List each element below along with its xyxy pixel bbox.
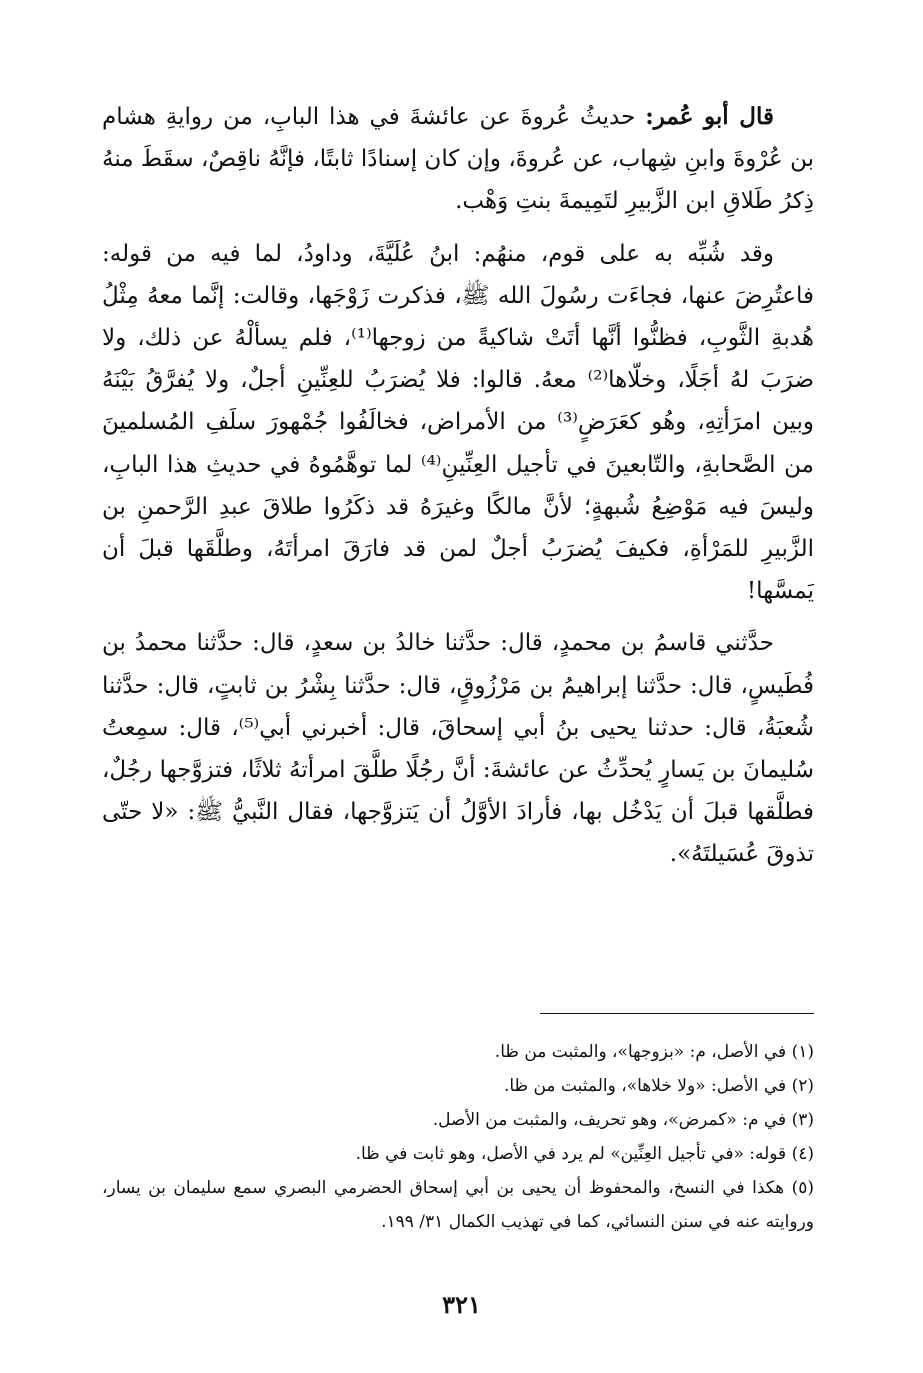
main-text-body xyxy=(102,96,814,886)
paragraph-1-lead: قال أبو عُمر: xyxy=(645,103,774,130)
footnotes xyxy=(102,1035,814,1239)
footnote-1: (١) في الأصل، م: «بزوجها»، والمثبت من ظا. xyxy=(494,1042,814,1062)
footnote-2: (٢) في الأصل: «ولا خلاها»، والمثبت من ظا. xyxy=(503,1076,814,1096)
footnote-4: (٤) قوله: «في تأجيل العِنِّين» لم يرد في الأصل، وهو ثابت في ظا. xyxy=(355,1144,814,1164)
paragraph-3 xyxy=(102,622,814,875)
footnote-5: (٥) هكذا في النسخ، والمحفوظ أن يحيى بن أبي إسحاق الحضرمي البصري سمع سليمان بن يسار، وروايته عنه في سنن النسائي، كما في تهذيب الكمال ٣١/ ١٩٩. xyxy=(102,1178,814,1232)
paragraph-3-text: حدَّثني قاسمُ بن محمدٍ، قال: حدَّثنا خالدُ بن سعدٍ، قال: حدَّثنا محمدُ بن فُطَيسٍ، قال: حدَّثنا إبراهيمُ بن مَرْزُوقٍ، قال: حدَّثنا بِشْرُ بن ثابتٍ، قال: حدَّثنا شُعبَةُ، قال: حدثنا يحيى بنُ أبي إسحاقَ، قال: أخبرني أبي⁽⁵⁾، قال: سمِعتُ سُليمانَ بن يَسارٍ يُحدِّثُ عن عائشةَ: أنَّ رجُلًا طلَّقَ امرأتهُ ثلاثًا، فتزوَّجها رجُلٌ، فطلَّقها قبلَ أن يَدْخُل بها، فأرادَ الأوَّلُ أن يَتزوَّجها، فقال النَّبيُّ ﷺ: «لا حتّى تذوقَ عُسَيلتَهُ». xyxy=(102,630,814,868)
paragraph-1 xyxy=(102,96,814,223)
paragraph-2-text: وقد شُبِّه به على قوم، منهُم: ابنُ عُلَيَّةَ، وداودُ، لما فيه من قوله: فاعتُرِضَ عنها، فجاءَت رسُولَ الله ﷺ، فذكرت زَوْجَها، وقالت: إنَّما معهُ مِثْلُ هُدبةِ الثَّوبِ، فظنُّوا أنَّها أتَتْ شاكيةً من زوجها⁽¹⁾، فلم يسألْهُ عن ذلك، ولا ضرَبَ لهُ أجَلًا، وخلّاها⁽²⁾ معهُ. قالوا: فلا يُضرَبُ للعِنِّينِ أجلٌ، ولا يُفرَّقُ بَيْنَهُ وبين امرَأتِهِ، وهُو كعَرَضٍ⁽³⁾ من الأمراض، فخالَفُوا جُمْهورَ سلَفِ المُسلمينَ من الصَّحابةِ، والتّابعينَ في تأجيل العِنِّينِ⁽⁴⁾ لما توهَّمُوهُ في حديثِ هذا البابِ، وليسَ فيه مَوْضِعُ شُبهةٍ؛ لأنَّ مالكًا وغيرَهُ قد ذكَرُوا طلاقَ عبدِ الرَّحمنِ بن الزَّبيرِ للمَرْأةِ، فكيفَ يُضرَبُ أجلٌ لمن قد فارَقَ امرأتَهُ، وطلَّقَها قبلَ أن يَمسَّها! xyxy=(102,240,815,605)
footnote-3: (٣) في م: «كمرض»، وهو تحريف، والمثبت من الأصل. xyxy=(432,1110,814,1130)
paragraph-1-text: حديثُ عُروةَ عن عائشةَ في هذا البابِ، من روايةِ هشام بن عُرْوةَ وابنِ شِهاب، عن عُروةَ، وإن كان إسنادًا ثابتًا، فإنَّهُ ناقِصٌ، سقَطَ منهُ ذِكرُ طَلاقِ ابن الزَّبيرِ لتَمِيمةَ بنتِ وَهْب. xyxy=(102,104,814,215)
page-number: ٣٢١ xyxy=(442,1290,481,1319)
paragraph-2 xyxy=(102,233,814,613)
footnote-separator xyxy=(540,1013,814,1014)
